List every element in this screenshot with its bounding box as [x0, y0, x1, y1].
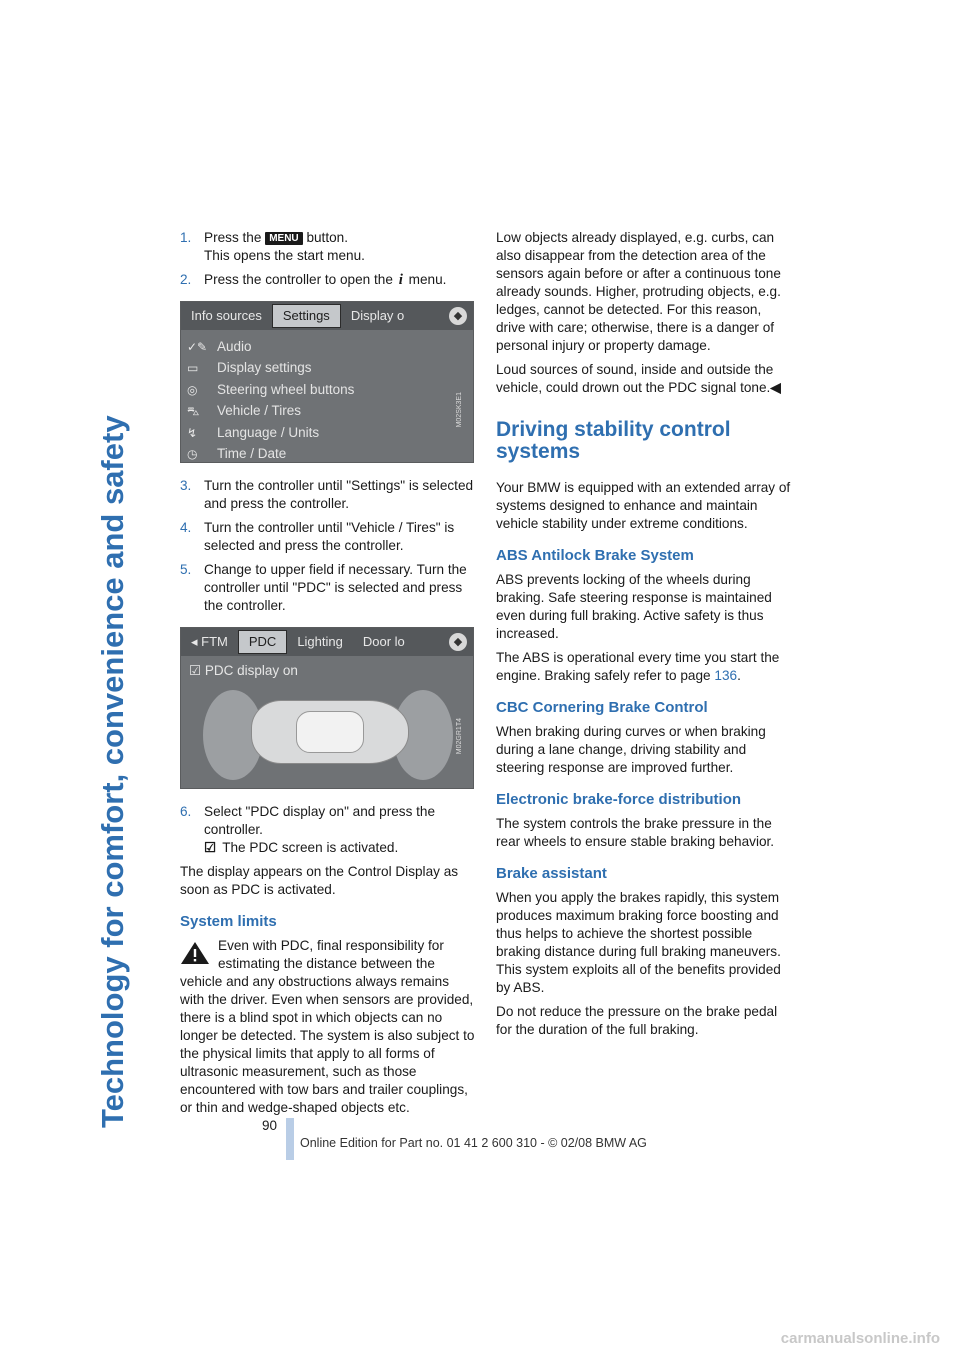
step-4: 4. Turn the controller until "Vehicle / Tires" is selected and press the controller.	[180, 520, 455, 553]
paragraph: The system controls the brake pressure in the rear wheels to ensure stable braking behavior.	[496, 816, 775, 849]
settings-menu-screenshot	[180, 301, 474, 463]
page-link[interactable]: 136	[714, 668, 738, 683]
left-column	[180, 229, 475, 1117]
pdc-display-row: ☑ PDC display on	[189, 663, 298, 678]
paragraph: The display appears on the Control Display as soon as PDC is activated.	[180, 864, 459, 897]
tab-display: Display o	[350, 308, 405, 323]
warning-block: Even with PDC, final responsibility for estimating the distance between the vehicle and any obstructions always remains with the driver. Even when sensors are provided, there is a blind spot in which objects can no longer be detected. The system is also subject to the physical limits that apply to all forms of ultrasonic measurement, such as those encountered with tow bars and trailer couplings, or thin and wedge-shaped objects etc.	[180, 938, 475, 1115]
steering-wheel-icon: ◎	[187, 382, 198, 397]
paragraph: When you apply the brakes rapidly, this system produces maximum braking force boosting and thus helps to achieve the shortest possible braking distance during full braking maneuvers. This system exploits all of the benefits provided by ABS.	[496, 890, 781, 995]
menu-item: ✓✎ Audio	[187, 338, 252, 354]
menu-item: ▭ Display settings	[187, 360, 312, 376]
controller-icon: ◆	[449, 307, 467, 325]
menu-button-icon: MENU	[265, 232, 302, 245]
step-2: 2. Press the controller to open the i menu.	[180, 272, 447, 288]
page-number: 90	[262, 1118, 278, 1133]
pdc-car-graphic	[203, 672, 453, 780]
language-icon: ↯	[187, 425, 198, 440]
controller-icon: ◆	[449, 633, 467, 651]
paragraph: Loud sources of sound, inside and outside the vehicle, could drown out the PDC signal tone.◀	[496, 362, 781, 395]
screen-tabbar	[181, 302, 473, 330]
footer-accent-bar	[286, 1118, 294, 1160]
section-heading: System limits	[180, 913, 277, 930]
paragraph: When braking during curves or when braking during a lane change, driving stability and steering response are improved further.	[496, 724, 766, 775]
checkmark-icon: ☑	[189, 663, 205, 678]
paragraph: Your BMW is equipped with an extended array of systems designed to enhance and maintain vehicle stability under extreme conditions.	[496, 480, 791, 531]
right-column	[496, 229, 792, 1045]
footer-edition: Online Edition for Part no. 01 41 2 600 310 - © 02/08 BMW AG	[300, 1136, 647, 1150]
step-5: 5. Change to upper field if necessary. Turn the controller until "PDC" is selected and press the controller.	[180, 562, 467, 613]
menu-item: ⛍ Vehicle / Tires	[187, 403, 302, 419]
menu-item: ◷ Time / Date	[187, 446, 287, 462]
section-heading: ABS Antilock Brake System	[496, 547, 694, 564]
tab-lighting: Lighting	[297, 634, 343, 649]
side-chapter-title: Technology for comfort, convenience and safety	[95, 415, 130, 1128]
step-3: 3. Turn the controller until "Settings" is selected and press the controller.	[180, 478, 474, 511]
tab-info-sources: Info sources	[191, 308, 262, 323]
menu-item: ◎ Steering wheel buttons	[187, 381, 355, 397]
paragraph: The ABS is operational every time you start the engine. Braking safely refer to page 136.	[496, 650, 780, 683]
paragraph: ABS prevents locking of the wheels during braking. Safe steering response is maintained even during full braking. Active safety is thus increased.	[496, 572, 772, 641]
pdc-check-icon: ☑	[204, 840, 217, 855]
figure-code: M02SK3E1	[456, 392, 463, 428]
warning-icon	[180, 941, 210, 965]
tab-pdc: PDC	[238, 630, 287, 654]
step-1: 1. Press the MENU button. This opens the start menu.	[180, 230, 365, 263]
end-marker-icon: ◀	[770, 380, 781, 395]
figure-code: M02GR1T4	[456, 718, 463, 755]
tab-ftm: ◂ FTM	[191, 634, 228, 649]
watermark: carmanualsonline.info	[780, 1330, 940, 1347]
tab-door-locks: Door lo	[362, 634, 405, 649]
step-6: 6. Select "PDC display on" and press the controller. ☑ The PDC screen is activated.	[180, 804, 436, 855]
display-icon: ▭	[187, 361, 199, 376]
info-menu-icon: i	[398, 272, 403, 288]
section-heading: CBC Cornering Brake Control	[496, 699, 708, 716]
settings-menu-list	[187, 336, 457, 465]
car-icon	[251, 700, 409, 764]
menu-item: ↯ Language / Units	[187, 424, 320, 440]
section-heading: Electronic brake-force distribution	[496, 791, 742, 808]
tab-settings: Settings	[272, 304, 341, 328]
section-title: Driving stability control systems	[496, 418, 731, 463]
section-heading: Brake assistant	[496, 865, 607, 882]
clock-icon: ◷	[187, 447, 198, 462]
paragraph: Low objects already displayed, e.g. curbs, can also disappear from the detection area of the sensors again before or after a continuous tone already sounds. Higher, protruding objects, e.g. ledges, cannot be detected. For this reason, drive with care; otherwise, there is a danger of personal injury or property damage.	[496, 230, 781, 353]
vehicle-icon: ⛍	[187, 404, 200, 419]
audio-icon: ✓✎	[187, 339, 208, 354]
paragraph: Do not reduce the pressure on the brake pedal for the duration of the full braking.	[496, 1004, 778, 1037]
screen-tabbar	[181, 628, 473, 656]
pdc-screenshot	[180, 627, 474, 789]
